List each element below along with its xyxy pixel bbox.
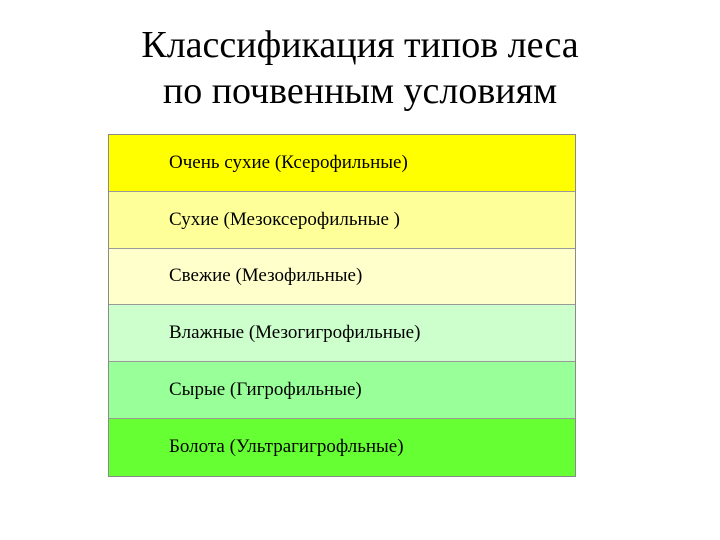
table-row-dry [109, 192, 575, 249]
row-label: Болота (Ультрагигрофльные) [169, 436, 404, 458]
table-row-wet [109, 362, 575, 419]
slide-title [0, 22, 720, 114]
table-row-fresh [109, 249, 575, 306]
row-label: Сырые (Гигрофильные) [169, 379, 362, 401]
row-label: Свежие (Мезофильные) [169, 265, 363, 287]
forest-type-table [108, 134, 576, 477]
table-row-very-dry [109, 135, 575, 192]
title-line-1: Классификация типов леса [141, 24, 579, 66]
table-row-swamp [109, 419, 575, 476]
row-label: Влажные (Мезогигрофильные) [169, 322, 421, 344]
row-label: Очень сухие (Ксерофильные) [169, 151, 408, 173]
title-line-2: по почвенным условиям [162, 70, 558, 112]
row-label: Сухие (Мезоксерофильные ) [169, 208, 401, 230]
table-row-moist [109, 305, 575, 362]
